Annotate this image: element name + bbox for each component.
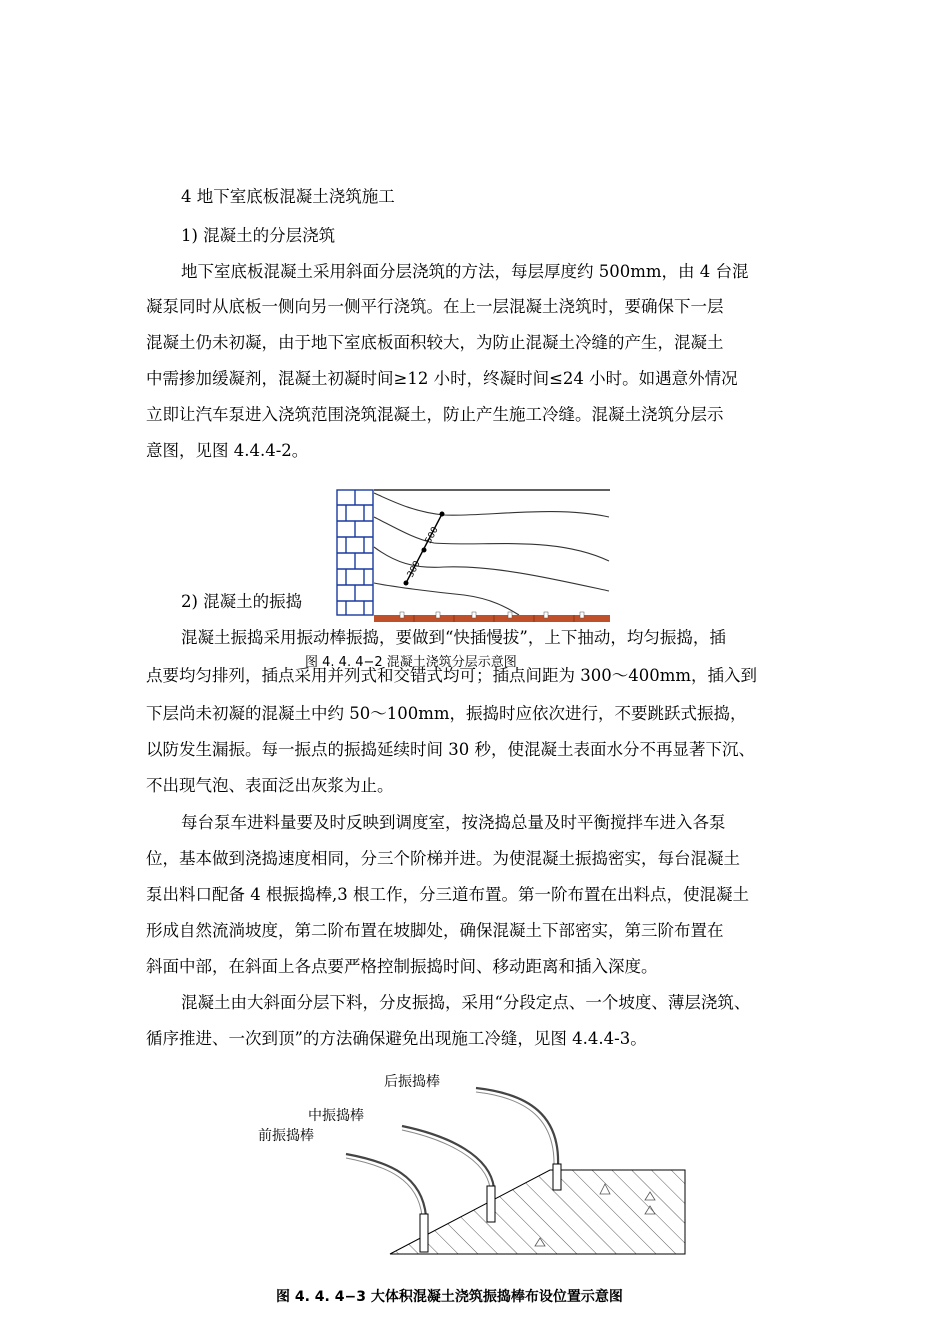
subsection-title-layered-pouring: 1) 混凝土的分层浇筑 [181, 226, 336, 245]
paragraph-line: 点要均匀排列，插点采用并列式和交错式均可；插点间距为 300～400mm，插入到 [146, 666, 758, 685]
dimension-label-300: 300 [405, 559, 423, 580]
subsection-title-vibration: 2) 混凝土的振捣 [181, 592, 303, 611]
paragraph-line: 循序推进、一次到顶”的方法确保避免出现施工冷缝，见图 4.4.4-3。 [146, 1029, 647, 1048]
label-middle-vibrator: 中振捣棒 [308, 1108, 364, 1124]
label-front-vibrator: 前振捣棒 [258, 1128, 314, 1144]
middle-vibrator-hose [402, 1126, 494, 1188]
paragraph-line: 不出现气泡、表面泛出灰浆为止。 [146, 776, 394, 795]
paragraph-line: 形成自然流淌坡度，第二阶布置在坡脚处，确保混凝土下部密实，第三阶布置在 [146, 921, 724, 940]
base-slab [374, 615, 610, 622]
brick-wall [337, 490, 373, 615]
paragraph-line: 位，基本做到浇捣速度相同，分三个阶梯并进。为使混凝土振捣密实，每台混凝土 [146, 849, 740, 868]
paragraph-line: 地下室底板混凝土采用斜面分层浇筑的方法，每层厚度约 500mm，由 4 台混 [181, 262, 749, 281]
paragraph-line: 凝泵同时从底板一侧向另一侧平行浇筑。在上一层混凝土浇筑时，要确保下一层 [146, 297, 724, 316]
figure-caption: 图 4. 4. 4−3 大体积混凝土浇筑振捣棒布设位置示意图 [276, 1289, 623, 1305]
paragraph-line: 以防发生漏振。每一振点的振捣延续时间 30 秒，使混凝土表面水分不再显著下沉、 [146, 740, 755, 759]
front-vibrator-rod [420, 1214, 428, 1252]
paragraph-line: 泵出料口配备 4 根振捣棒,3 根工作，分三道布置。第一阶布置在出料点，使混凝土 [146, 885, 749, 904]
label-rear-vibrator: 后振捣棒 [384, 1074, 440, 1090]
dimension-label-500: 500 [423, 525, 441, 546]
paragraph-line: 立即让汽车泵进入浇筑范围浇筑混凝土，防止产生施工冷缝。混凝土浇筑分层示 [146, 405, 724, 424]
section-title: 4 地下室底板混凝土浇筑施工 [181, 187, 395, 206]
paragraph-line: 混凝土仍未初凝，由于地下室底板面积较大，为防止混凝土冷缝的产生，混凝土 [146, 333, 724, 352]
layer-curve [374, 517, 609, 561]
layer-curve [374, 583, 519, 615]
front-vibrator-hose [346, 1154, 426, 1216]
layered-pouring-diagram [334, 487, 614, 623]
figure-caption: 图 4. 4. 4−2 混凝土浇筑分层示意图 [301, 651, 521, 670]
paragraph-line: 意图，见图 4.4.4-2。 [146, 441, 309, 460]
layer-curve [374, 493, 609, 517]
paragraph-line: 中需掺加缓凝剂，混凝土初凝时间≥12 小时，终凝时间≤24 小时。如遇意外情况 [146, 369, 738, 388]
middle-vibrator-rod [487, 1186, 495, 1222]
vibrator-placement-diagram [250, 1066, 690, 1266]
paragraph-line: 下层尚未初凝的混凝土中约 50～100mm，振捣时应依次进行，不要跳跃式振捣， [146, 704, 747, 723]
rear-vibrator-rod [553, 1164, 561, 1190]
paragraph-line: 每台泵车进料量要及时反映到调度室，按浇捣总量及时平衡搅拌车进入各泵 [181, 813, 726, 832]
paragraph-line: 混凝土由大斜面分层下料，分皮振捣，采用“分段定点、一个坡度、薄层浇筑、 [181, 993, 751, 1012]
paragraph-line: 斜面中部，在斜面上各点要严格控制振捣时间、移动距离和插入深度。 [146, 957, 658, 976]
paragraph-line: 混凝土振捣采用振动棒振捣，要做到“快插慢拔”，上下抽动，均匀振捣，插 [181, 628, 726, 647]
